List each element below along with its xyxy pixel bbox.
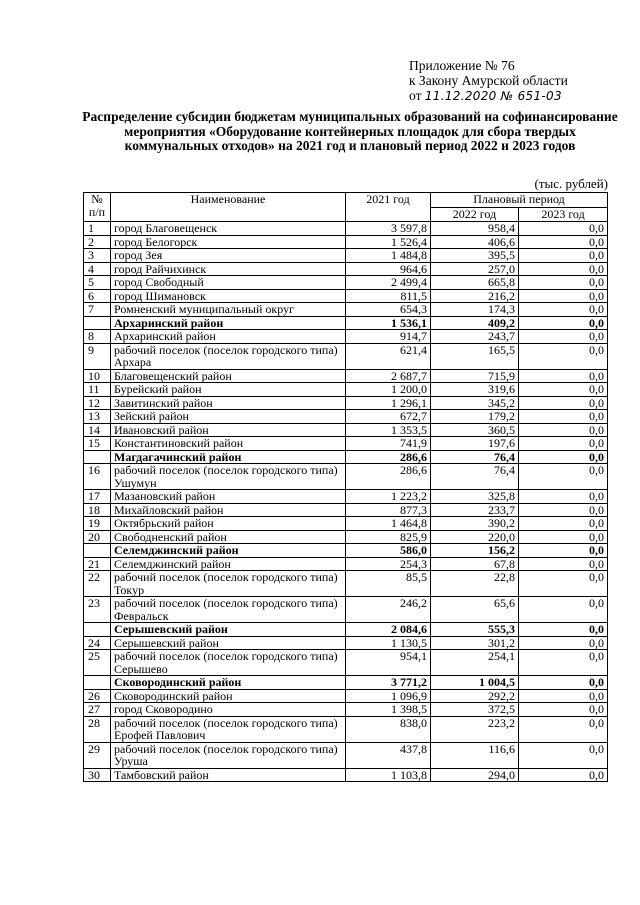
row-name: Благовещенский район [111, 369, 346, 383]
header-plan-period: Плановый период [431, 193, 608, 208]
row-value-2023: 0,0 [519, 742, 608, 768]
row-number: 28 [84, 716, 111, 742]
table-row [84, 369, 608, 383]
row-number: 22 [84, 571, 111, 597]
row-value-2022: 179,2 [431, 410, 519, 424]
row-value-2021: 3 771,2 [346, 676, 431, 690]
row-name: рабочий поселок (поселок городского типа) Токур [111, 571, 346, 597]
row-number: 3 [84, 249, 111, 263]
table-row [84, 557, 608, 571]
table-row-district-total [84, 316, 608, 330]
row-number: 27 [84, 703, 111, 717]
table-row [84, 276, 608, 290]
row-value-2022: 360,5 [431, 423, 519, 437]
table-row [84, 597, 608, 623]
table-row-district-total [84, 544, 608, 558]
header-2022: 2022 год [431, 207, 519, 222]
table-body [84, 222, 608, 782]
row-value-2021: 825,9 [346, 530, 431, 544]
row-value-2021: 586,0 [346, 544, 431, 558]
row-value-2021: 2 084,6 [346, 623, 431, 637]
table-row [84, 249, 608, 263]
row-name: город Белогорск [111, 235, 346, 249]
row-value-2023: 0,0 [519, 650, 608, 676]
row-value-2023: 0,0 [519, 222, 608, 236]
row-value-2021: 1 398,5 [346, 703, 431, 717]
row-value-2022: 116,6 [431, 742, 519, 768]
row-value-2022: 715,9 [431, 369, 519, 383]
row-value-2022: 233,7 [431, 503, 519, 517]
appendix-handwritten-date: 11.12.2020 № 651-03 [424, 89, 562, 103]
row-name: Архаринский район [111, 330, 346, 344]
row-value-2022: 220,0 [431, 530, 519, 544]
table-row [84, 437, 608, 451]
row-number: 13 [84, 410, 111, 424]
table-row-district-total [84, 676, 608, 690]
table-row [84, 464, 608, 490]
row-number: 9 [84, 343, 111, 369]
table-row [84, 571, 608, 597]
row-value-2022: 390,2 [431, 517, 519, 531]
row-value-2022: 223,2 [431, 716, 519, 742]
table-row [84, 303, 608, 317]
row-value-2021: 286,6 [346, 464, 431, 490]
table-row [84, 262, 608, 276]
row-number: 1 [84, 222, 111, 236]
row-value-2021: 914,7 [346, 330, 431, 344]
row-name: Магдагачинский район [111, 450, 346, 464]
row-number: 10 [84, 369, 111, 383]
appendix-block [409, 58, 568, 104]
table-row-district-total [84, 623, 608, 637]
row-value-2021: 2 499,4 [346, 276, 431, 290]
row-value-2023: 0,0 [519, 557, 608, 571]
row-value-2023: 0,0 [519, 235, 608, 249]
row-number [84, 623, 111, 637]
row-value-2021: 254,3 [346, 557, 431, 571]
row-value-2021: 1 223,2 [346, 490, 431, 504]
row-name: Михайловский район [111, 503, 346, 517]
row-value-2023: 0,0 [519, 597, 608, 623]
header-2023: 2023 год [519, 207, 608, 222]
row-value-2022: 257,0 [431, 262, 519, 276]
row-value-2021: 1 296,1 [346, 396, 431, 410]
row-number: 6 [84, 289, 111, 303]
row-name: рабочий поселок (поселок городского типа) Ушумун [111, 464, 346, 490]
row-number: 7 [84, 303, 111, 317]
row-number: 14 [84, 423, 111, 437]
row-value-2021: 954,1 [346, 650, 431, 676]
subsidy-table [83, 192, 608, 782]
row-value-2023: 0,0 [519, 571, 608, 597]
row-number: 29 [84, 742, 111, 768]
row-value-2022: 292,2 [431, 689, 519, 703]
row-value-2023: 0,0 [519, 450, 608, 464]
row-value-2023: 0,0 [519, 689, 608, 703]
row-name: Серышевский район [111, 623, 346, 637]
row-number: 11 [84, 383, 111, 397]
row-number: 21 [84, 557, 111, 571]
row-number: 16 [84, 464, 111, 490]
row-value-2022: 65,6 [431, 597, 519, 623]
row-value-2021: 2 687,7 [346, 369, 431, 383]
table-row [84, 650, 608, 676]
row-value-2022: 254,1 [431, 650, 519, 676]
table-row [84, 768, 608, 782]
row-value-2022: 665,8 [431, 276, 519, 290]
row-number: 8 [84, 330, 111, 344]
row-name: Завитинский район [111, 396, 346, 410]
row-value-2022: 345,2 [431, 396, 519, 410]
row-name: рабочий поселок (поселок городского типа) Архара [111, 343, 346, 369]
row-name: Серышевский район [111, 636, 346, 650]
table-row [84, 636, 608, 650]
row-value-2023: 0,0 [519, 396, 608, 410]
appendix-date-prefix: от [409, 88, 422, 103]
row-name: Октябрьский район [111, 517, 346, 531]
row-value-2022: 301,2 [431, 636, 519, 650]
row-value-2023: 0,0 [519, 636, 608, 650]
row-value-2023: 0,0 [519, 544, 608, 558]
header-name: Наименование [111, 193, 346, 222]
table-row [84, 530, 608, 544]
table-row [84, 689, 608, 703]
row-value-2022: 76,4 [431, 464, 519, 490]
row-value-2023: 0,0 [519, 289, 608, 303]
table-row [84, 396, 608, 410]
row-value-2022: 174,3 [431, 303, 519, 317]
row-name: Зейский район [111, 410, 346, 424]
row-value-2022: 165,5 [431, 343, 519, 369]
header-num-line2: п/п [88, 204, 106, 219]
row-value-2021: 654,3 [346, 303, 431, 317]
table-header-row [84, 193, 608, 208]
row-value-2023: 0,0 [519, 464, 608, 490]
table-row [84, 703, 608, 717]
row-value-2023: 0,0 [519, 316, 608, 330]
table-row [84, 343, 608, 369]
row-name: город Шимановск [111, 289, 346, 303]
row-value-2021: 286,6 [346, 450, 431, 464]
row-value-2023: 0,0 [519, 623, 608, 637]
row-number: 17 [84, 490, 111, 504]
row-value-2021: 1 103,8 [346, 768, 431, 782]
row-value-2021: 1 484,8 [346, 249, 431, 263]
row-value-2022: 243,7 [431, 330, 519, 344]
row-name: Тамбовский район [111, 768, 346, 782]
table-row [84, 383, 608, 397]
row-number: 24 [84, 636, 111, 650]
row-name: Ивановский район [111, 423, 346, 437]
row-value-2021: 1 464,8 [346, 517, 431, 531]
table-row [84, 423, 608, 437]
row-value-2023: 0,0 [519, 703, 608, 717]
row-name: город Сковородино [111, 703, 346, 717]
row-value-2022: 555,3 [431, 623, 519, 637]
header-num [84, 193, 111, 222]
row-number: 18 [84, 503, 111, 517]
row-value-2023: 0,0 [519, 768, 608, 782]
row-name: город Свободный [111, 276, 346, 290]
row-value-2023: 0,0 [519, 410, 608, 424]
row-value-2023: 0,0 [519, 303, 608, 317]
row-number: 19 [84, 517, 111, 531]
row-number [84, 316, 111, 330]
row-value-2021: 3 597,8 [346, 222, 431, 236]
row-name: Свободненский район [111, 530, 346, 544]
row-value-2023: 0,0 [519, 676, 608, 690]
row-name: Архаринский район [111, 316, 346, 330]
row-value-2023: 0,0 [519, 369, 608, 383]
table-row [84, 503, 608, 517]
row-value-2022: 294,0 [431, 768, 519, 782]
row-name: Константиновский район [111, 437, 346, 451]
row-value-2023: 0,0 [519, 517, 608, 531]
row-value-2021: 85,5 [346, 571, 431, 597]
row-name: город Райчихинск [111, 262, 346, 276]
row-value-2021: 1 200,0 [346, 383, 431, 397]
row-value-2021: 877,3 [346, 503, 431, 517]
row-value-2022: 372,5 [431, 703, 519, 717]
row-value-2021: 437,8 [346, 742, 431, 768]
row-number: 25 [84, 650, 111, 676]
row-value-2022: 319,6 [431, 383, 519, 397]
row-number: 12 [84, 396, 111, 410]
row-value-2023: 0,0 [519, 249, 608, 263]
appendix-number: Приложение № 76 [409, 58, 515, 73]
row-value-2021: 741,9 [346, 437, 431, 451]
row-value-2023: 0,0 [519, 330, 608, 344]
row-value-2022: 22,8 [431, 571, 519, 597]
row-value-2021: 1 353,5 [346, 423, 431, 437]
appendix-date-line [409, 88, 568, 104]
row-name: рабочий поселок (поселок городского типа) Февральск [111, 597, 346, 623]
row-name: Ромненский муниципальный округ [111, 303, 346, 317]
table-row [84, 517, 608, 531]
row-number: 26 [84, 689, 111, 703]
row-value-2023: 0,0 [519, 262, 608, 276]
row-number [84, 544, 111, 558]
row-name: Селемджинский район [111, 557, 346, 571]
table-row [84, 289, 608, 303]
row-number: 4 [84, 262, 111, 276]
row-number: 30 [84, 768, 111, 782]
row-value-2022: 67,8 [431, 557, 519, 571]
header-num-line1: № [91, 192, 103, 206]
row-number: 2 [84, 235, 111, 249]
row-value-2023: 0,0 [519, 383, 608, 397]
row-value-2021: 1 130,5 [346, 636, 431, 650]
row-value-2021: 964,6 [346, 262, 431, 276]
row-value-2023: 0,0 [519, 716, 608, 742]
row-name: рабочий поселок (поселок городского типа) Ерофей Павлович [111, 716, 346, 742]
table-row [84, 222, 608, 236]
row-value-2021: 811,5 [346, 289, 431, 303]
table-row [84, 235, 608, 249]
row-number [84, 450, 111, 464]
row-value-2023: 0,0 [519, 276, 608, 290]
row-value-2023: 0,0 [519, 437, 608, 451]
row-value-2021: 672,7 [346, 410, 431, 424]
header-2021: 2021 год [346, 193, 431, 222]
row-value-2022: 76,4 [431, 450, 519, 464]
row-value-2022: 958,4 [431, 222, 519, 236]
row-name: Бурейский район [111, 383, 346, 397]
row-number: 15 [84, 437, 111, 451]
row-name: город Зея [111, 249, 346, 263]
row-number [84, 676, 111, 690]
table-row [84, 742, 608, 768]
row-value-2021: 1 096,9 [346, 689, 431, 703]
row-value-2023: 0,0 [519, 530, 608, 544]
row-name: рабочий поселок (поселок городского типа) Серышево [111, 650, 346, 676]
row-value-2023: 0,0 [519, 343, 608, 369]
row-value-2021: 621,4 [346, 343, 431, 369]
row-name: Сковородинский район [111, 689, 346, 703]
row-value-2021: 246,2 [346, 597, 431, 623]
row-value-2022: 156,2 [431, 544, 519, 558]
table-row [84, 330, 608, 344]
row-value-2021: 838,0 [346, 716, 431, 742]
row-name: Мазановский район [111, 490, 346, 504]
row-value-2022: 197,6 [431, 437, 519, 451]
row-value-2022: 1 004,5 [431, 676, 519, 690]
table-row-district-total [84, 450, 608, 464]
row-number: 23 [84, 597, 111, 623]
row-value-2022: 325,8 [431, 490, 519, 504]
table-row [84, 716, 608, 742]
row-name: рабочий поселок (поселок городского типа) Уруша [111, 742, 346, 768]
row-number: 20 [84, 530, 111, 544]
document-title: Распределение субсидии бюджетам муниципальных образований на софинансирование мероприятия «Оборудование контейнерных площадок для сбора твердых коммунальных отходов» на 2021 год и плановый период 2022 и 2023 годов [82, 109, 618, 153]
units-label: (тыс. рублей) [534, 176, 608, 191]
row-value-2023: 0,0 [519, 503, 608, 517]
appendix-law: к Закону Амурской области [409, 73, 568, 88]
row-value-2022: 409,2 [431, 316, 519, 330]
row-name: Селемджинский район [111, 544, 346, 558]
row-value-2022: 406,6 [431, 235, 519, 249]
table-row [84, 410, 608, 424]
row-number: 5 [84, 276, 111, 290]
row-value-2023: 0,0 [519, 490, 608, 504]
row-value-2023: 0,0 [519, 423, 608, 437]
row-name: город Благовещенск [111, 222, 346, 236]
row-value-2021: 1 526,4 [346, 235, 431, 249]
table-row [84, 490, 608, 504]
row-value-2022: 395,5 [431, 249, 519, 263]
row-value-2021: 1 536,1 [346, 316, 431, 330]
row-value-2022: 216,2 [431, 289, 519, 303]
row-name: Сковородинский район [111, 676, 346, 690]
